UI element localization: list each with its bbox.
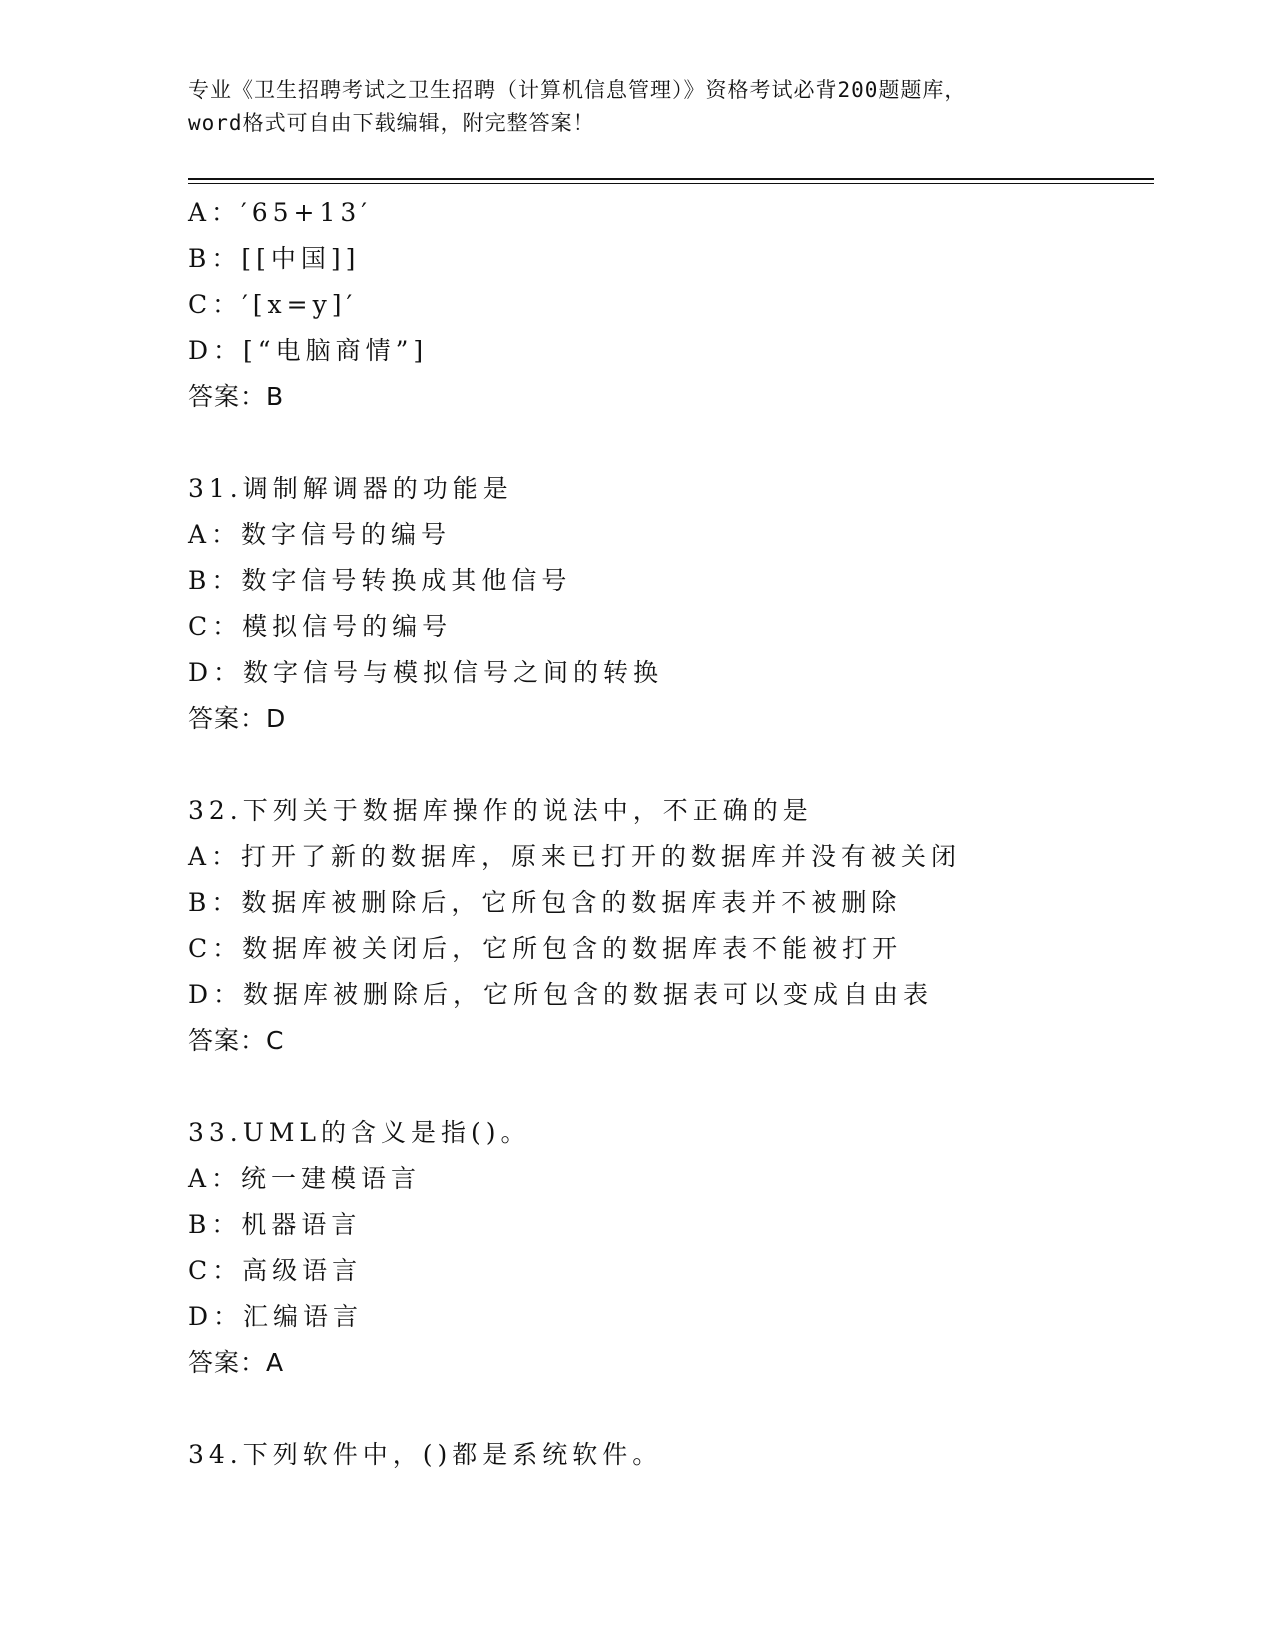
header-line-2: word格式可自由下载编辑，附完整答案！: [188, 111, 595, 135]
option-c: C：数据库被关闭后，它所包含的数据库表不能被打开: [188, 934, 903, 963]
header-line-1: 专业《卫生招聘考试之卫生招聘（计算机信息管理）》资格考试必背200题题库，: [188, 78, 967, 102]
option-c: C：高级语言: [188, 1256, 363, 1285]
option-b: B：[[中国]]: [188, 244, 361, 273]
option-c: C：模拟信号的编号: [188, 612, 453, 641]
question-text: 32.下列关于数据库操作的说法中，不正确的是: [188, 796, 813, 825]
option-b: B：数据库被删除后，它所包含的数据库表并不被删除: [188, 888, 902, 917]
question-text: 34.下列软件中，()都是系统软件。: [188, 1440, 663, 1469]
option-a: A：′65+13′: [188, 198, 372, 227]
option-b: B：机器语言: [188, 1210, 362, 1239]
option-d: D：数据库被删除后，它所包含的数据表可以变成自由表: [188, 980, 934, 1009]
option-d: D：数字信号与模拟信号之间的转换: [188, 658, 664, 687]
spacer: [188, 1386, 1154, 1432]
answer: 答案：C: [188, 1026, 285, 1055]
question-34: [188, 1432, 1154, 1478]
spacer: [188, 1064, 1154, 1110]
document-header: [188, 74, 1088, 140]
question-32: [188, 788, 1154, 1064]
question-text: 33.UML的含义是指()。: [188, 1118, 531, 1147]
answer: 答案：D: [188, 704, 287, 733]
option-c: C：′[x=y]′: [188, 290, 358, 319]
option-a: A：打开了新的数据库，原来已打开的数据库并没有被关闭: [188, 842, 962, 871]
option-a: A：统一建模语言: [188, 1164, 422, 1193]
question-31: [188, 466, 1154, 742]
question-list: [188, 190, 1154, 1478]
header-divider: [188, 178, 1154, 180]
answer: 答案：A: [188, 1348, 285, 1377]
question-30: [188, 190, 1154, 420]
spacer: [188, 742, 1154, 788]
option-d: D：汇编语言: [188, 1302, 364, 1331]
answer: 答案：B: [188, 382, 285, 411]
option-a: A：数字信号的编号: [188, 520, 452, 549]
option-d: D：[“电脑商情”]: [188, 336, 429, 365]
header-divider-thin: [188, 183, 1154, 184]
question-text: 31.调制解调器的功能是: [188, 474, 513, 503]
spacer: [188, 420, 1154, 466]
option-b: B：数字信号转换成其他信号: [188, 566, 572, 595]
question-33: [188, 1110, 1154, 1386]
